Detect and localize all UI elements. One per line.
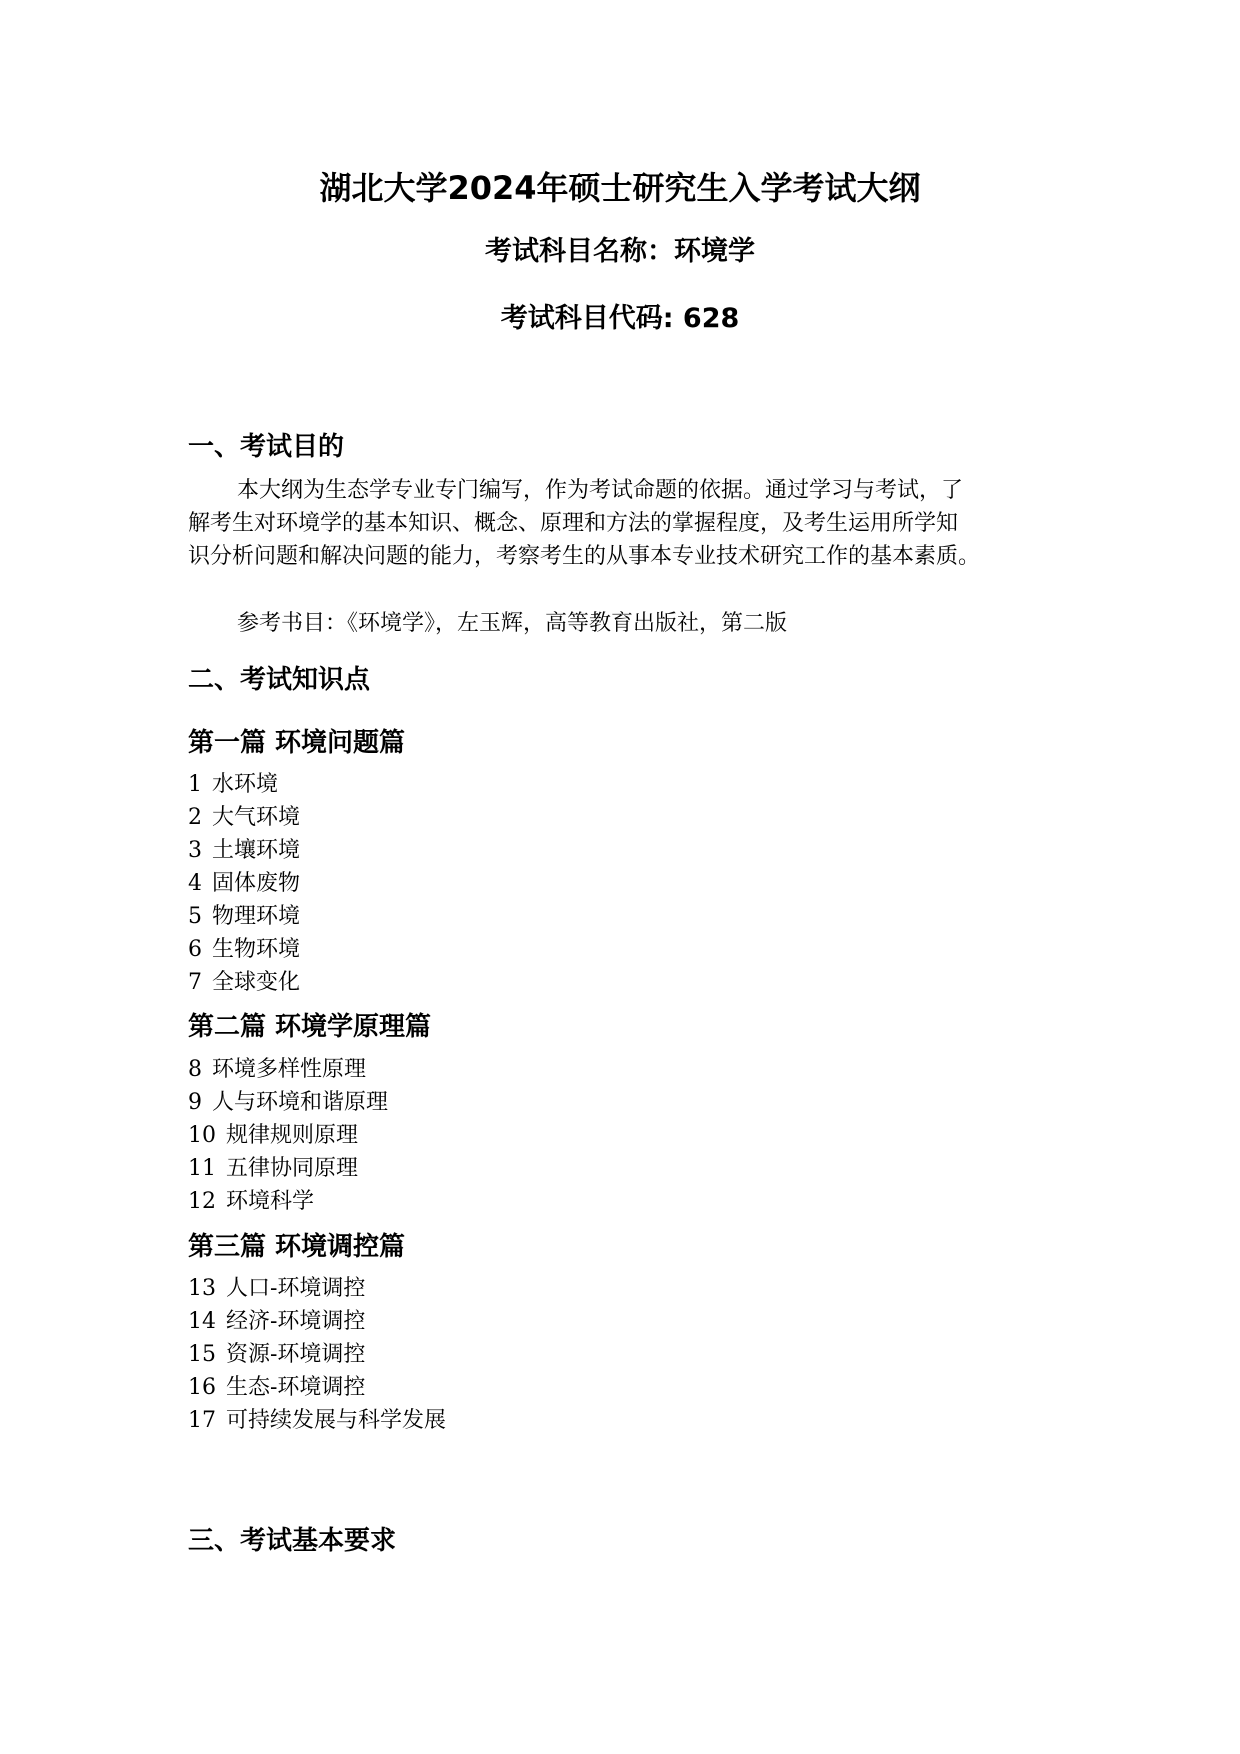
list-item: 10 规律规则原理 bbox=[188, 1123, 359, 1148]
section-heading-purpose: 一、考试目的 bbox=[188, 432, 345, 462]
list-item: 3 土壤环境 bbox=[188, 838, 301, 863]
section-heading-knowledge: 二、考试知识点 bbox=[188, 665, 371, 695]
part-title-3: 第三篇 环境调控篇 bbox=[188, 1232, 406, 1262]
subject-name: 考试科目名称：环境学 bbox=[485, 236, 755, 267]
paragraph-line: 本大纲为生态学专业专门编写，作为考试命题的依据。通过学习与考试，了 bbox=[237, 478, 964, 503]
part-3-list bbox=[188, 1272, 446, 1437]
list-item: 6 生物环境 bbox=[188, 937, 301, 962]
list-item: 17 可持续发展与科学发展 bbox=[188, 1408, 447, 1433]
list-item: 13 人口-环境调控 bbox=[188, 1276, 366, 1301]
list-item: 4 固体废物 bbox=[188, 871, 301, 896]
list-item: 15 资源-环境调控 bbox=[188, 1342, 366, 1367]
list-item: 14 经济-环境调控 bbox=[188, 1309, 366, 1334]
part-1-list bbox=[188, 768, 300, 999]
part-title-1: 第一篇 环境问题篇 bbox=[188, 728, 406, 758]
list-item: 12 环境科学 bbox=[188, 1189, 315, 1214]
reference-books: 参考书目：《环境学》，左玉辉，高等教育出版社，第二版 bbox=[237, 611, 788, 636]
subject-code: 考试科目代码: 628 bbox=[500, 303, 740, 334]
document-title: 湖北大学2024年硕士研究生入学考试大纲 bbox=[319, 169, 921, 207]
list-item: 7 全球变化 bbox=[188, 970, 301, 995]
part-2-list bbox=[188, 1053, 388, 1218]
purpose-paragraph bbox=[188, 474, 1068, 573]
list-item: 2 大气环境 bbox=[188, 805, 301, 830]
list-item: 16 生态-环境调控 bbox=[188, 1375, 366, 1400]
part-title-2: 第二篇 环境学原理篇 bbox=[188, 1012, 432, 1042]
list-item: 8 环境多样性原理 bbox=[188, 1057, 367, 1082]
list-item: 9 人与环境和谐原理 bbox=[188, 1090, 389, 1115]
paragraph-line: 识分析问题和解决问题的能力，考察考生的从事本专业技术研究工作的基本素质。 bbox=[188, 544, 981, 569]
list-item: 5 物理环境 bbox=[188, 904, 301, 929]
paragraph-line: 解考生对环境学的基本知识、概念、原理和方法的掌握程度，及考生运用所学知 bbox=[188, 511, 959, 536]
list-item: 11 五律协同原理 bbox=[188, 1156, 359, 1181]
section-heading-requirements: 三、考试基本要求 bbox=[188, 1526, 397, 1556]
list-item: 1 水环境 bbox=[188, 772, 279, 797]
